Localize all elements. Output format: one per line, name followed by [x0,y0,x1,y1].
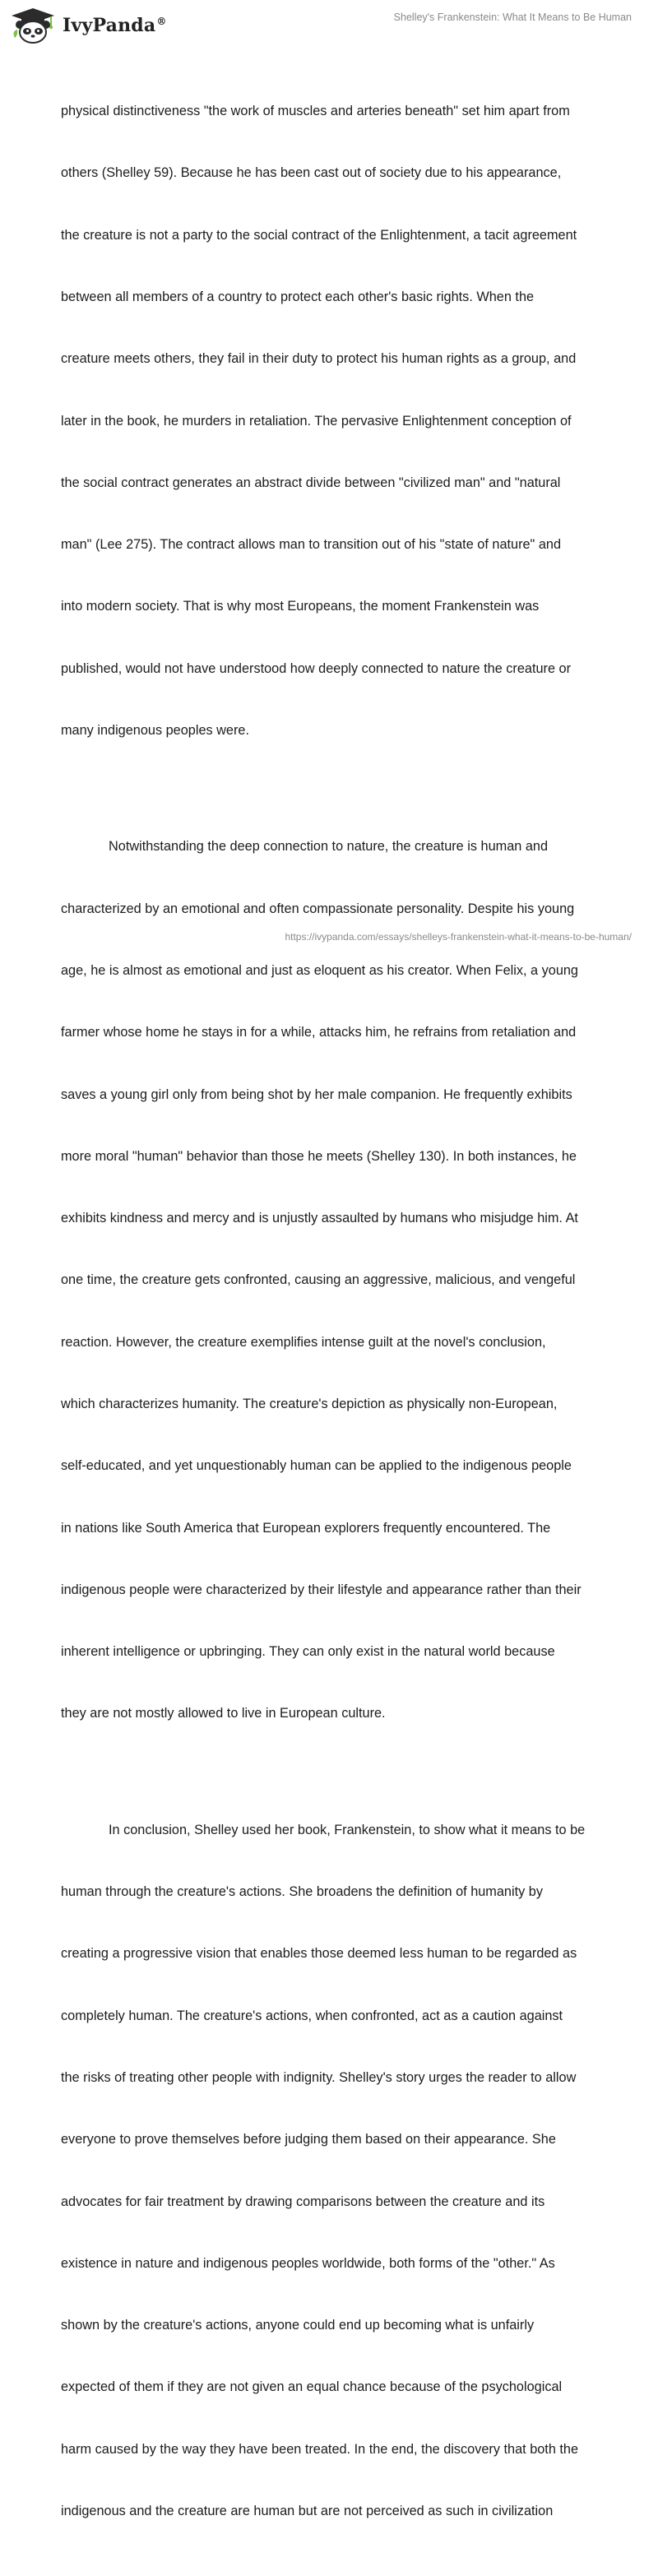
text-line: creature meets others, they fail in their duty to protect his human rights as a group, and [61,351,577,367]
text-line: reaction. However, the creature exemplifies intense guilt at the novel's conclusion, [61,1334,546,1350]
panda-graduate-icon [10,7,56,44]
text-line: man" (Lee 275). The contract allows man to transition out of his "state of nature" and [61,537,562,553]
text-line: they are not mostly allowed to live in European culture. [61,1706,386,1721]
text-line: Notwithstanding the deep connection to nature, the creature is human and [109,839,549,855]
text-line: self-educated, and yet unquestionably human can be applied to the indigenous people [61,1458,572,1474]
text-line: human through the creature's actions. She broadens the definition of humanity by [61,1884,543,1900]
text-line: which characterizes humanity. The creature's depiction as physically non-European, [61,1397,558,1411]
brand-name: IvyPanda® [63,15,167,36]
text-line: physical distinctiveness "the work of muscles and arteries beneath" set him apart from [61,104,570,119]
document-title: Shelley's Frankenstein: What It Means to Be Human [393,12,632,23]
text-line: exhibits kindness and mercy and is unjustly assaulted by humans who misjudge him. At [61,1211,578,1226]
text-line: the social contract generates an abstract divide between "civilized man" and "natural [61,475,561,490]
essay-body [61,60,600,2576]
text-line: indigenous people were characterized by their lifestyle and appearance rather than their [61,1582,582,1597]
text-line: advocates for fair treatment by drawing comparisons between the creature and its [61,2194,545,2209]
brand-logo[interactable] [10,7,167,44]
text-line: In conclusion, Shelley used her book, Frankenstein, to show what it means to be [109,1822,586,1837]
text-line: in nations like South America that European explorers frequently encountered. The [61,1520,551,1536]
text-line: completely human. The creature's actions, when confronted, act as a caution against [61,2008,563,2023]
source-url[interactable]: https://ivypanda.com/essays/shelleys-frankenstein-what-it-means-to-be-human/ [285,931,632,943]
text-line: saves a young girl only from being shot by her male companion. He frequently exhibits [61,1086,572,1102]
text-line: shown by the creature's actions, anyone could end up becoming what is unfairly [61,2318,535,2333]
text-line: harm caused by the way they have been treated. In the end, the discovery that both the [61,2441,579,2457]
text-line: age, he is almost as emotional and just as eloquent as his creator. When Felix, a young [61,963,578,979]
text-line: expected of them if they are not given an equal chance because of the psychological [61,2379,563,2395]
text-line: creating a progressive vision that enables those deemed less human to be regarded as [61,1946,577,1962]
text-line: everyone to prove themselves before judging them based on their appearance. She [61,2132,556,2147]
text-line: inherent intelligence or upbringing. They can only exist in the natural world because [61,1644,555,1660]
text-line: later in the book, he murders in retaliation. The pervasive Enlightenment conception of [61,413,572,429]
text-line: characterized by an emotional and often compassionate personality. Despite his young [61,901,575,916]
text-line: existence in nature and indigenous peoples worldwide, both forms of the "other." As [61,2255,555,2271]
text-line: the risks of treating other people with indignity. Shelley's story urges the reader to allow [61,2070,577,2085]
text-line: more moral "human" behavior than those he meets (Shelley 130). In both instances, he [61,1148,577,1164]
text-line: one time, the creature gets confronted, causing an aggressive, malicious, and vengeful [61,1272,576,1288]
paragraph [61,60,600,782]
text-line: indigenous and the creature are human but are not perceived as such in civilization [61,2503,554,2518]
text-line: many indigenous peoples were. [61,723,249,738]
paragraph [61,1779,600,2564]
text-line: into modern society. That is why most Europeans, the moment Frankenstein was [61,599,540,614]
text-line: between all members of a country to protect each other's basic rights. When the [61,290,535,305]
text-line: published, would not have understood how deeply connected to nature the creature or [61,660,572,676]
page-header [0,0,658,54]
text-line: farmer whose home he stays in for a while, attacks him, he refrains from retaliation and [61,1025,577,1040]
text-line: the creature is not a party to the social contract of the Enlightenment, a tacit agreement [61,227,577,243]
text-line: others (Shelley 59). Because he has been cast out of society due to his appearance, [61,165,562,181]
